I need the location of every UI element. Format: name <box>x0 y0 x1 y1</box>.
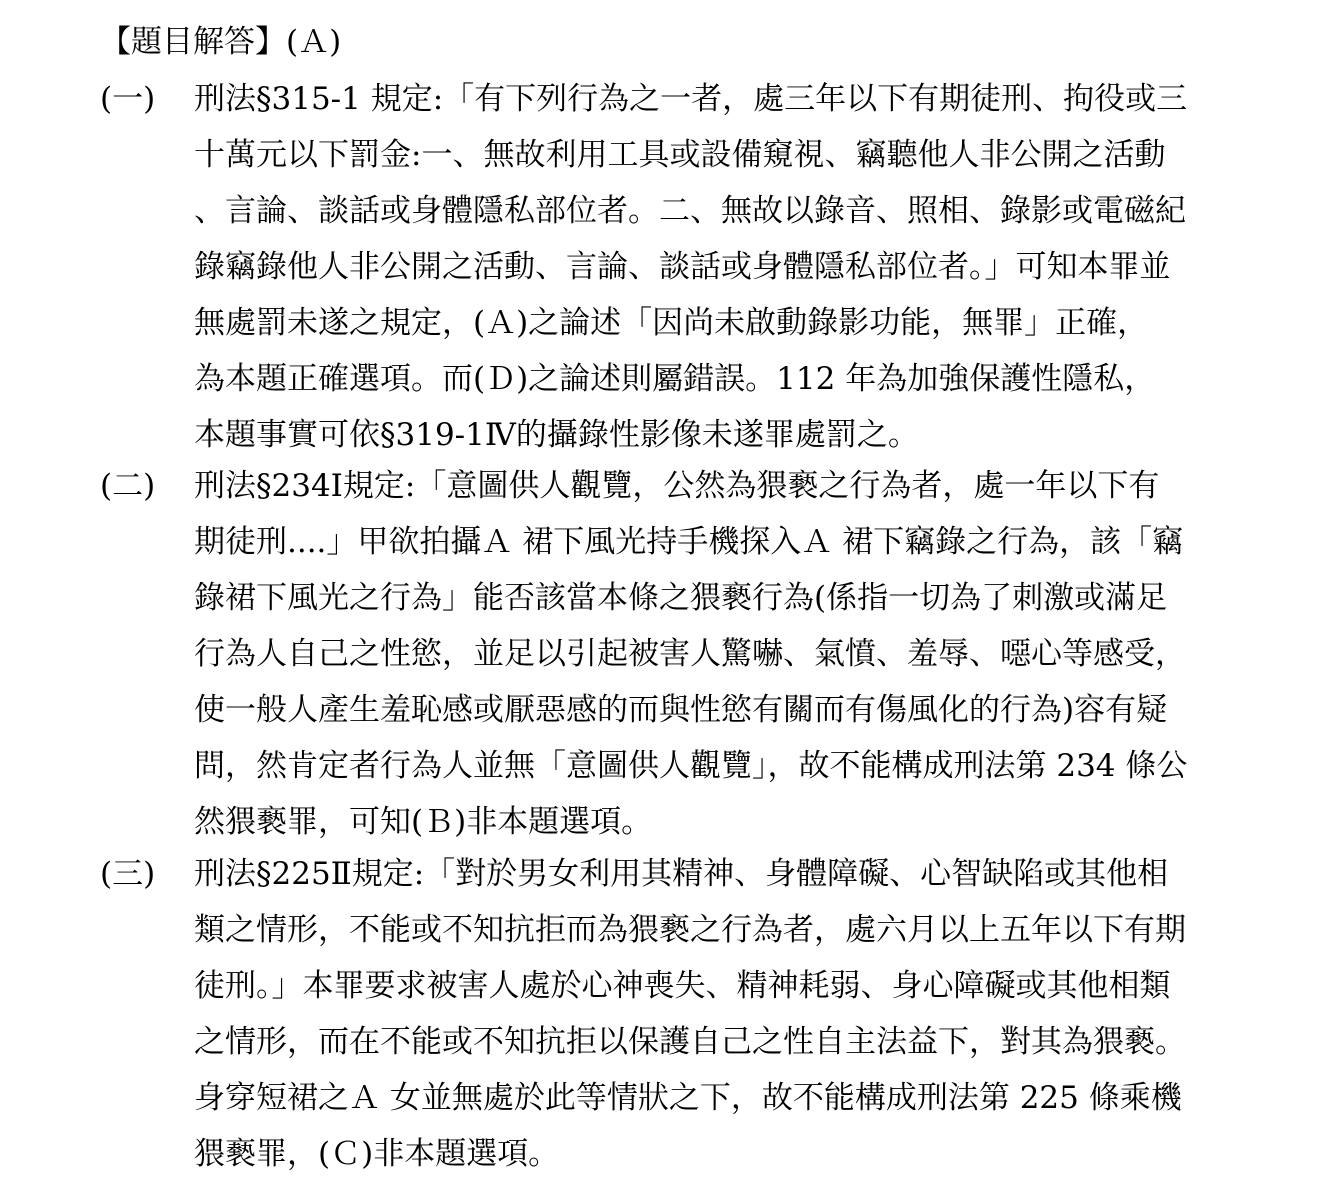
section-label: (三) <box>100 856 156 892</box>
paragraph-line: 問，然肯定者行為人並無「意圖供人觀覽」，故不能構成刑法第 234 條公 <box>194 748 1188 784</box>
paragraph-line: 錄裙下風光之行為」能否該當本條之猥褻行為(係指一切為了刺激或滿足 <box>194 580 1168 616</box>
paragraph-line: 無處罰未遂之規定，(Ａ)之論述「因尚未啟動錄影功能，無罪」正確， <box>194 305 1149 341</box>
paragraph-line: 期徒刑....」甲欲拍攝Ａ 裙下風光持手機探入Ａ 裙下竊錄之行為，該「竊 <box>194 524 1184 560</box>
paragraph-line: 猥褻罪，(Ｃ)非本題選項。 <box>194 1136 560 1172</box>
paragraph-line: 、言論、談話或身體隱私部位者。二、無故以錄音、照相、錄影或電磁紀 <box>194 193 1186 229</box>
paragraph-line: 行為人自己之性慾，並足以引起被害人驚嚇、氣憤、羞辱、噁心等感受， <box>194 636 1186 672</box>
paragraph-line: 十萬元以下罰金:一、無故利用工具或設備窺視、竊聽他人非公開之活動 <box>194 137 1166 173</box>
paragraph-line: 之情形，而在不能或不知抗拒以保護自己之性自主法益下，對其為猥褻。 <box>194 1024 1186 1060</box>
paragraph-line: 本題事實可依§319-1Ⅳ的攝錄性影像未遂罪處罰之。 <box>194 417 919 453</box>
paragraph-line: 刑法§315-1 規定:「有下列行為之一者，處三年以下有期徒刑、拘役或三 <box>194 81 1188 117</box>
paragraph-line: 刑法§234Ⅰ規定:「意圖供人觀覽，公然為猥褻之行為者，處一年以下有 <box>194 468 1160 504</box>
paragraph-line: 使一般人產生羞恥感或厭惡感的而與性慾有關而有傷風化的行為)容有疑 <box>194 692 1168 728</box>
paragraph-line: 錄竊錄他人非公開之活動、言論、談話或身體隱私部位者。」可知本罪並 <box>194 249 1171 285</box>
paragraph-line: 類之情形，不能或不知抗拒而為猥褻之行為者，處六月以上五年以下有期 <box>194 912 1186 948</box>
paragraph-line: 徒刑。」本罪要求被害人處於心神喪失、精神耗弱、身心障礙或其他相類 <box>194 968 1171 1004</box>
section-label: (一) <box>100 81 156 117</box>
section-label: (二) <box>100 468 156 504</box>
answer-heading: 【題目解答】(Ａ) <box>100 24 342 60</box>
paragraph-line: 然猥褻罪，可知(Ｂ)非本題選項。 <box>194 804 653 840</box>
paragraph-line: 身穿短裙之Ａ 女並無處於此等情狀之下，故不能構成刑法第 225 條乘機 <box>194 1080 1182 1116</box>
paragraph-line: 刑法§225Ⅱ規定:「對於男女利用其精神、身體障礙、心智缺陷或其他相 <box>194 856 1169 892</box>
paragraph-line: 為本題正確選項。而(Ｄ)之論述則屬錯誤。112 年為加強保護性隱私， <box>194 361 1156 397</box>
